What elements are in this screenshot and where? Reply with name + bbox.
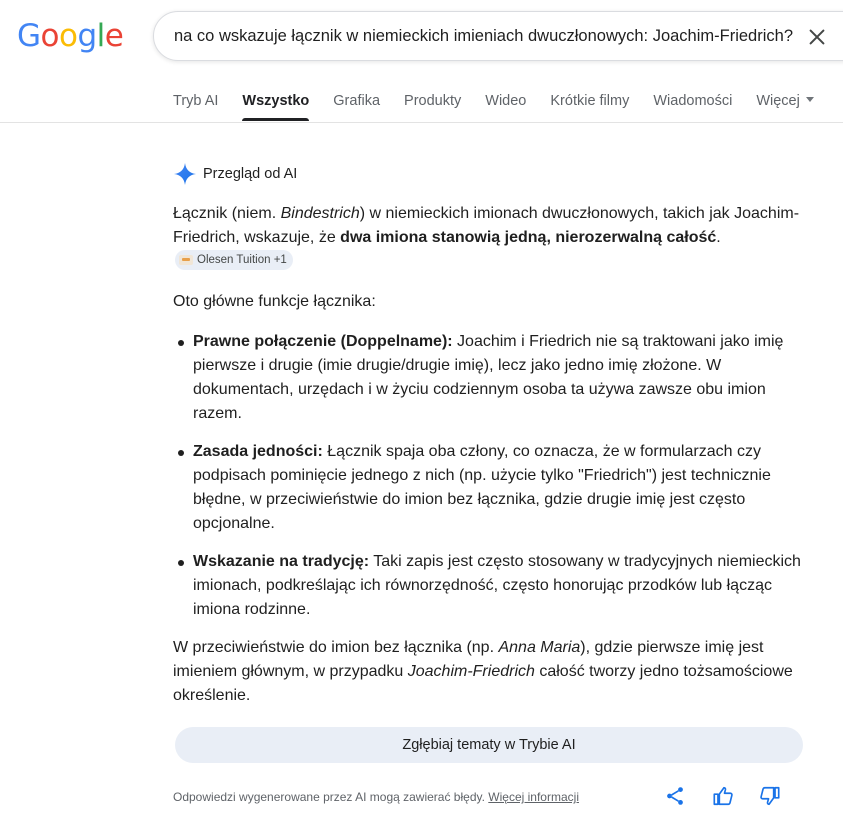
closing-example: Joachim-Friedrich (407, 663, 535, 680)
google-logo[interactable] (17, 18, 123, 54)
explore-ai-mode-button[interactable]: Zgłębiaj tematy w Trybie AI (175, 727, 803, 763)
search-input[interactable]: na co wskazuje łącznik w niemieckich imieniach dwuczłonowych: Joachim-Friedrich? (174, 27, 793, 45)
tab-more-label: Więcej (756, 93, 800, 109)
closing-text: ), gdzie pierwsze imię jest imieniem głównym, w przypadku (173, 639, 764, 680)
more-info-link[interactable]: Więcej informacji (488, 790, 579, 804)
logo-letter: e (104, 18, 124, 54)
closing-text: W przeciwieństwie do imion bez łącznika (np. (173, 639, 499, 656)
intro-text: . (716, 229, 721, 246)
lead-paragraph: Oto główne funkcje łącznika: (173, 293, 376, 310)
thumbs-down-button[interactable] (759, 785, 781, 812)
list-item-title: Zasada jedności: (193, 443, 323, 460)
tab-videos[interactable]: Wideo (485, 93, 527, 109)
logo-letter: o (59, 18, 78, 54)
list-item-title: Prawne połączenie (Doppelname): (193, 333, 453, 350)
search-box[interactable] (153, 11, 843, 61)
share-icon (664, 785, 686, 807)
closing-text: całość tworzy jedno tożsamościowe określenie. (173, 663, 793, 704)
tab-news[interactable]: Wiadomości (653, 93, 733, 109)
close-icon[interactable] (806, 26, 828, 48)
ai-overview-header (173, 162, 297, 186)
tab-more[interactable] (756, 83, 814, 121)
list-item (173, 440, 813, 536)
closing-paragraph (173, 636, 813, 708)
list-item-text: Łącznik spaja oba człony, co oznacza, że w formularzach czy podpisach pominięcie jednego z nich (np. użycie tylko "Friedrich") jest technicznie błędne, w przeciwieństwie do imion bez łącznika, gdzie drugie imię jest często opcjonalne. (193, 443, 771, 532)
list-item-text: Joachim i Friedrich nie są traktowani jako imię pierwsze i drugie (imie drugie/drugie imię), lecz jako jedno imię złożone. W dokumentach, urzędach i w życiu codziennym osoba ta używa zawsze obu imion razem. (193, 333, 784, 422)
tab-all[interactable]: Wszystko (242, 83, 309, 121)
logo-letter: g (77, 18, 97, 54)
share-button[interactable] (664, 785, 686, 812)
tabs-divider (0, 122, 843, 123)
intro-text: ) w niemieckich imionach dwuczłonowych, takich jak Joachim-Friedrich, wskazuje, że (173, 205, 800, 246)
intro-text: Łącznik (niem. (173, 205, 281, 222)
source-chip-label: Olesen Tuition +1 (197, 254, 287, 266)
list-item-title: Wskazanie na tradycję: (193, 553, 370, 570)
search-tabs (173, 83, 838, 123)
logo-letter: l (96, 18, 105, 54)
ai-overview-content (173, 202, 813, 724)
tab-short-videos[interactable]: Krótkie filmy (550, 93, 630, 109)
function-list (173, 330, 813, 622)
tab-images[interactable]: Grafika (333, 93, 381, 109)
thumbs-up-button[interactable] (712, 785, 734, 812)
list-item (173, 550, 813, 622)
list-item (173, 330, 813, 426)
intro-paragraph (173, 202, 813, 274)
ai-disclaimer (173, 790, 579, 804)
chevron-down-icon (806, 97, 814, 102)
disclaimer-text: Odpowiedzi wygenerowane przez AI mogą zawierać błędy. (173, 790, 485, 804)
intro-highlight: dwa imiona stanowią jedną, nierozerwalną całość (340, 229, 717, 246)
logo-letter: G (17, 18, 41, 54)
thumbs-down-icon (759, 785, 781, 807)
tab-ai-mode[interactable]: Tryb AI (173, 93, 219, 109)
closing-example: Anna Maria (498, 639, 581, 656)
ai-overview-title: Przegląd od AI (203, 166, 298, 182)
thumbs-up-icon (712, 785, 734, 807)
source-favicon-icon (179, 255, 193, 265)
gemini-spark-icon (173, 162, 197, 186)
list-item-text: Taki zapis jest często stosowany w tradycyjnych niemieckich imionach, podkreślając ich równorzędność, często honorując przodków lub łącząc imiona rodzinne. (193, 553, 801, 618)
source-chip[interactable] (175, 250, 293, 270)
tab-products[interactable]: Produkty (404, 93, 462, 109)
intro-term: Bindestrich (280, 205, 360, 222)
logo-letter: o (40, 18, 59, 54)
